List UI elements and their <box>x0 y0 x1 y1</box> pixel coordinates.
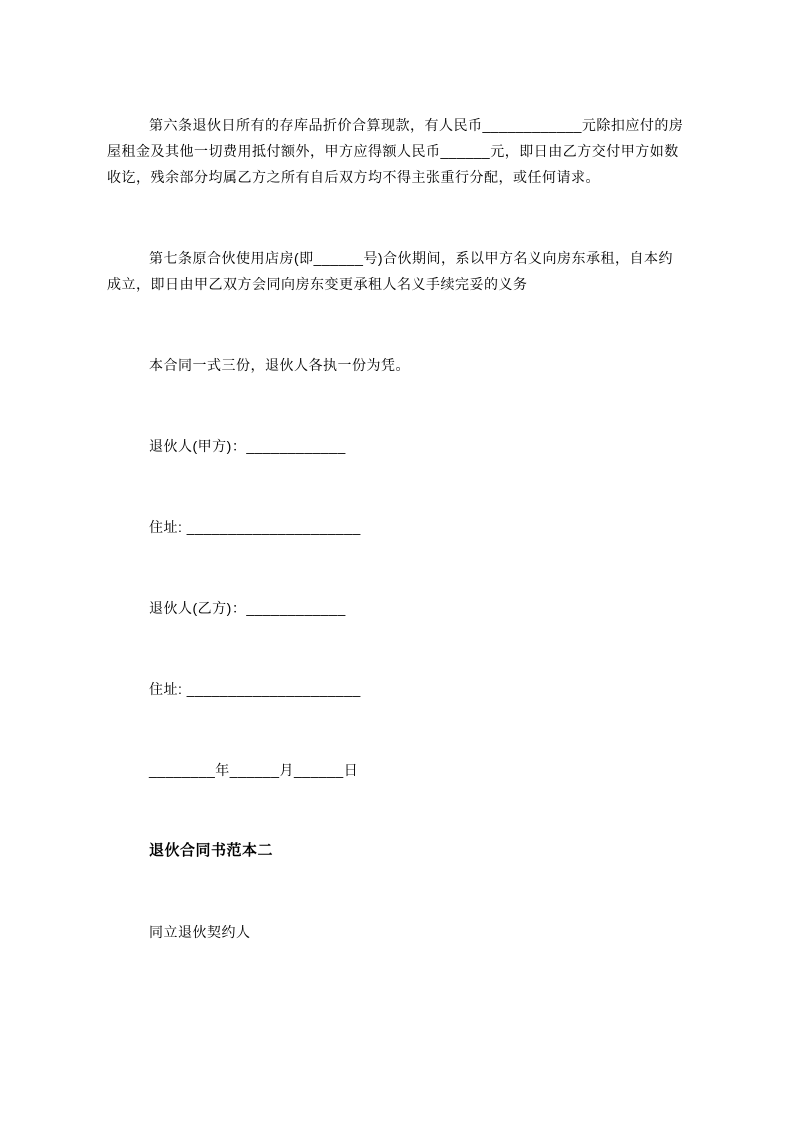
contract-parties-line: 同立退伙契约人 <box>149 924 251 940</box>
party-b-signature-line: 退伙人(乙方)：____________ <box>149 600 346 616</box>
clause-seven-paragraph: 第七条原合伙使用店房(即______号)合伙期间，系以甲方名义向房东承租，自本约成立，即日由甲乙双方会同向房东变更承租人名义手续完妥的义务 <box>107 250 674 292</box>
section-heading: 退伙合同书范本二 <box>149 842 274 859</box>
date-line: ________年______月______日 <box>149 762 359 778</box>
party-a-address-line: 住址: _____________________ <box>149 519 361 535</box>
copies-note-paragraph: 本合同一式三份，退伙人各执一份为凭。 <box>149 357 410 373</box>
clause-six-paragraph: 第六条退伙日所有的存库品折价合算现款，有人民币____________元除扣应付的房屋租金及其他一切费用抵付额外，甲方应得额人民币______元，即日由乙方交付甲方如数收讫，残余部分均属乙方之所有自后双方均不得主张重行分配，或任何请求。 <box>107 117 684 185</box>
party-a-signature-line: 退伙人(甲方)：____________ <box>149 438 346 454</box>
party-b-address-line: 住址: _____________________ <box>149 681 361 697</box>
